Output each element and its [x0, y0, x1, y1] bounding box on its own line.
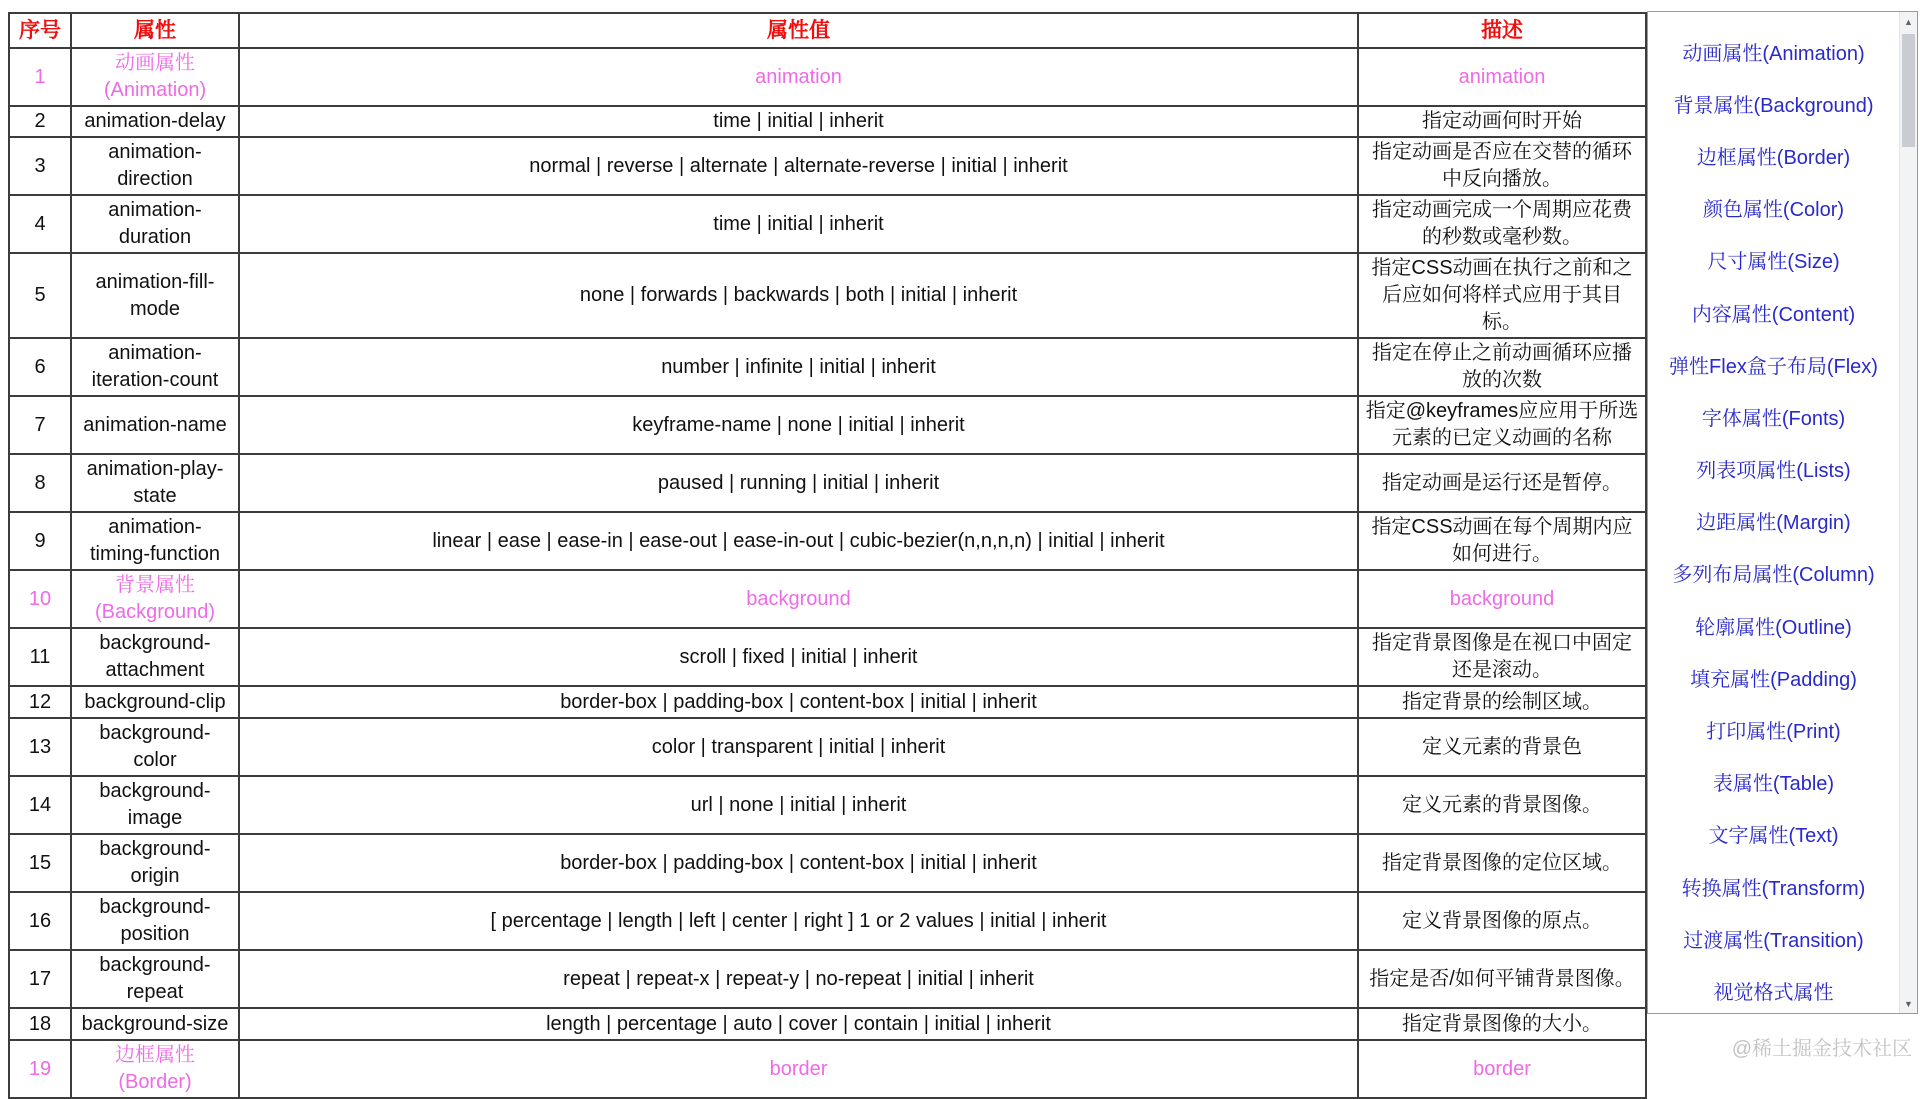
table-row	[9, 106, 1646, 137]
header-value: 属性值	[239, 13, 1358, 48]
sidebar-link[interactable]: 列表项属性(Lists)	[1696, 460, 1851, 483]
property-cell: background-clip	[71, 686, 239, 718]
row-number-cell: 8	[9, 454, 71, 512]
sidebar-link[interactable]: 轮廓属性(Outline)	[1695, 616, 1852, 639]
description-cell: 指定背景图像的定位区域。	[1358, 834, 1646, 892]
sidebar-link[interactable]: 弹性Flex盒子布局(Flex)	[1669, 355, 1878, 378]
description-cell: 指定@keyframes应应用于所选元素的已定义动画的名称	[1358, 396, 1646, 454]
header-property: 属性	[71, 13, 239, 48]
sidebar-link[interactable]: 动画属性(Animation)	[1682, 42, 1865, 65]
table-row	[9, 628, 1646, 686]
property-cell: background-image	[71, 776, 239, 834]
property-cell: background-position	[71, 892, 239, 950]
sidebar-link[interactable]: 边距属性(Margin)	[1696, 512, 1851, 535]
description-cell: 定义元素的背景色	[1358, 718, 1646, 776]
row-number-cell: 14	[9, 776, 71, 834]
value-cell: background	[239, 570, 1358, 628]
table-row	[9, 892, 1646, 950]
header-description: 描述	[1358, 13, 1646, 48]
table-row	[9, 950, 1646, 1008]
table-row	[9, 686, 1646, 718]
sidebar-link[interactable]: 字体属性(Fonts)	[1701, 407, 1846, 430]
scroll-down-icon[interactable]: ▼	[1904, 998, 1913, 1009]
property-cell: 背景属性(Background)	[71, 570, 239, 628]
row-number-cell: 9	[9, 512, 71, 570]
value-cell: border	[239, 1040, 1358, 1098]
description-cell: animation	[1358, 48, 1646, 106]
value-cell: time | initial | inherit	[239, 106, 1358, 137]
table-row	[9, 512, 1646, 570]
sidebar-link[interactable]: 多列布局属性(Column)	[1672, 564, 1875, 587]
table-row	[9, 834, 1646, 892]
row-number-cell: 11	[9, 628, 71, 686]
description-cell: 指定背景图像的大小。	[1358, 1008, 1646, 1040]
property-cell: animation-delay	[71, 106, 239, 137]
row-number-cell: 12	[9, 686, 71, 718]
sidebar-link[interactable]: 视觉格式属性	[1713, 981, 1834, 1004]
table-row	[9, 570, 1646, 628]
table-row	[9, 48, 1646, 106]
row-number-cell: 1	[9, 48, 71, 106]
row-number-cell: 7	[9, 396, 71, 454]
description-cell: 定义元素的背景图像。	[1358, 776, 1646, 834]
property-cell: 边框属性(Border)	[71, 1040, 239, 1098]
value-cell: paused | running | initial | inherit	[239, 454, 1358, 512]
property-cell: background-repeat	[71, 950, 239, 1008]
watermark: @稀土掘金技术社区	[1731, 1038, 1912, 1060]
property-cell: animation-play-state	[71, 454, 239, 512]
sidebar-scrollbar[interactable]	[1899, 12, 1917, 1013]
value-cell: keyframe-name | none | initial | inherit	[239, 396, 1358, 454]
sidebar-link[interactable]: 打印属性(Print)	[1706, 721, 1841, 744]
value-cell: length | percentage | auto | cover | contain | initial | inherit	[239, 1008, 1358, 1040]
value-cell: scroll | fixed | initial | inherit	[239, 628, 1358, 686]
row-number-cell: 13	[9, 718, 71, 776]
row-number-cell: 15	[9, 834, 71, 892]
table-row	[9, 137, 1646, 195]
description-cell: 指定背景的绘制区域。	[1358, 686, 1646, 718]
value-cell: border-box | padding-box | content-box | initial | inherit	[239, 686, 1358, 718]
property-cell: animation-timing-function	[71, 512, 239, 570]
row-number-cell: 4	[9, 195, 71, 253]
description-cell: 指定是否/如何平铺背景图像。	[1358, 950, 1646, 1008]
description-cell: 指定动画何时开始	[1358, 106, 1646, 137]
sidebar-link[interactable]: 填充属性(Padding)	[1690, 668, 1857, 691]
value-cell: repeat | repeat-x | repeat-y | no-repeat | initial | inherit	[239, 950, 1358, 1008]
table-viewport	[8, 12, 1647, 1093]
sidebar-link[interactable]: 颜色属性(Color)	[1702, 199, 1845, 222]
row-number-cell: 17	[9, 950, 71, 1008]
description-cell: 指定动画是运行还是暂停。	[1358, 454, 1646, 512]
table-row	[9, 718, 1646, 776]
row-number-cell: 18	[9, 1008, 71, 1040]
value-cell: color | transparent | initial | inherit	[239, 718, 1358, 776]
table-row	[9, 1008, 1646, 1040]
category-nav	[1647, 11, 1918, 1014]
value-cell: [ percentage | length | left | center | right ] 1 or 2 values | initial | inherit	[239, 892, 1358, 950]
scroll-up-icon[interactable]: ▲	[1904, 16, 1913, 27]
value-cell: border-box | padding-box | content-box | initial | inherit	[239, 834, 1358, 892]
description-cell: 指定CSS动画在每个周期内应如何进行。	[1358, 512, 1646, 570]
property-cell: background-attachment	[71, 628, 239, 686]
table-header-row	[9, 13, 1646, 48]
property-cell: background-origin	[71, 834, 239, 892]
row-number-cell: 3	[9, 137, 71, 195]
row-number-cell: 5	[9, 253, 71, 338]
scrollbar-thumb[interactable]	[1902, 34, 1915, 147]
description-cell: 指定在停止之前动画循环应播放的次数	[1358, 338, 1646, 396]
property-cell: background-size	[71, 1008, 239, 1040]
sidebar-link[interactable]: 过渡属性(Transition)	[1683, 929, 1864, 952]
table-row	[9, 253, 1646, 338]
category-links	[1648, 12, 1899, 1013]
row-number-cell: 16	[9, 892, 71, 950]
table-row	[9, 454, 1646, 512]
property-cell: animation-iteration-count	[71, 338, 239, 396]
sidebar-link[interactable]: 尺寸属性(Size)	[1707, 251, 1840, 274]
table-body	[9, 48, 1646, 1098]
property-cell: animation-duration	[71, 195, 239, 253]
value-cell: none | forwards | backwards | both | initial | inherit	[239, 253, 1358, 338]
property-cell: 动画属性(Animation)	[71, 48, 239, 106]
table-row	[9, 338, 1646, 396]
table-row	[9, 776, 1646, 834]
description-cell: background	[1358, 570, 1646, 628]
sidebar-link[interactable]: 边框属性(Border)	[1696, 146, 1851, 169]
property-cell: animation-fill-mode	[71, 253, 239, 338]
description-cell: border	[1358, 1040, 1646, 1098]
description-cell: 指定动画完成一个周期应花费的秒数或毫秒数。	[1358, 195, 1646, 253]
value-cell: time | initial | inherit	[239, 195, 1358, 253]
sidebar-link[interactable]: 背景属性(Background)	[1673, 94, 1874, 117]
description-cell: 指定动画是否应在交替的循环中反向播放。	[1358, 137, 1646, 195]
row-number-cell: 19	[9, 1040, 71, 1098]
header-index: 序号	[9, 13, 71, 48]
row-number-cell: 6	[9, 338, 71, 396]
row-number-cell: 10	[9, 570, 71, 628]
css-properties-table	[8, 12, 1647, 1099]
sidebar-link[interactable]: 文字属性(Text)	[1708, 825, 1839, 848]
description-cell: 定义背景图像的原点。	[1358, 892, 1646, 950]
sidebar-link[interactable]: 内容属性(Content)	[1691, 303, 1856, 326]
value-cell: animation	[239, 48, 1358, 106]
property-cell: animation-direction	[71, 137, 239, 195]
description-cell: 指定背景图像是在视口中固定还是滚动。	[1358, 628, 1646, 686]
description-cell: 指定CSS动画在执行之前和之后应如何将样式应用于其目标。	[1358, 253, 1646, 338]
value-cell: number | infinite | initial | inherit	[239, 338, 1358, 396]
row-number-cell: 2	[9, 106, 71, 137]
property-cell: background-color	[71, 718, 239, 776]
value-cell: normal | reverse | alternate | alternate-reverse | initial | inherit	[239, 137, 1358, 195]
sidebar-link[interactable]: 表属性(Table)	[1712, 773, 1835, 796]
sidebar-link[interactable]: 转换属性(Transform)	[1681, 877, 1866, 900]
table-row	[9, 1040, 1646, 1098]
table-row	[9, 396, 1646, 454]
property-cell: animation-name	[71, 396, 239, 454]
table-row	[9, 195, 1646, 253]
value-cell: linear | ease | ease-in | ease-out | ease-in-out | cubic-bezier(n,n,n,n) | initial | inherit	[239, 512, 1358, 570]
value-cell: url | none | initial | inherit	[239, 776, 1358, 834]
